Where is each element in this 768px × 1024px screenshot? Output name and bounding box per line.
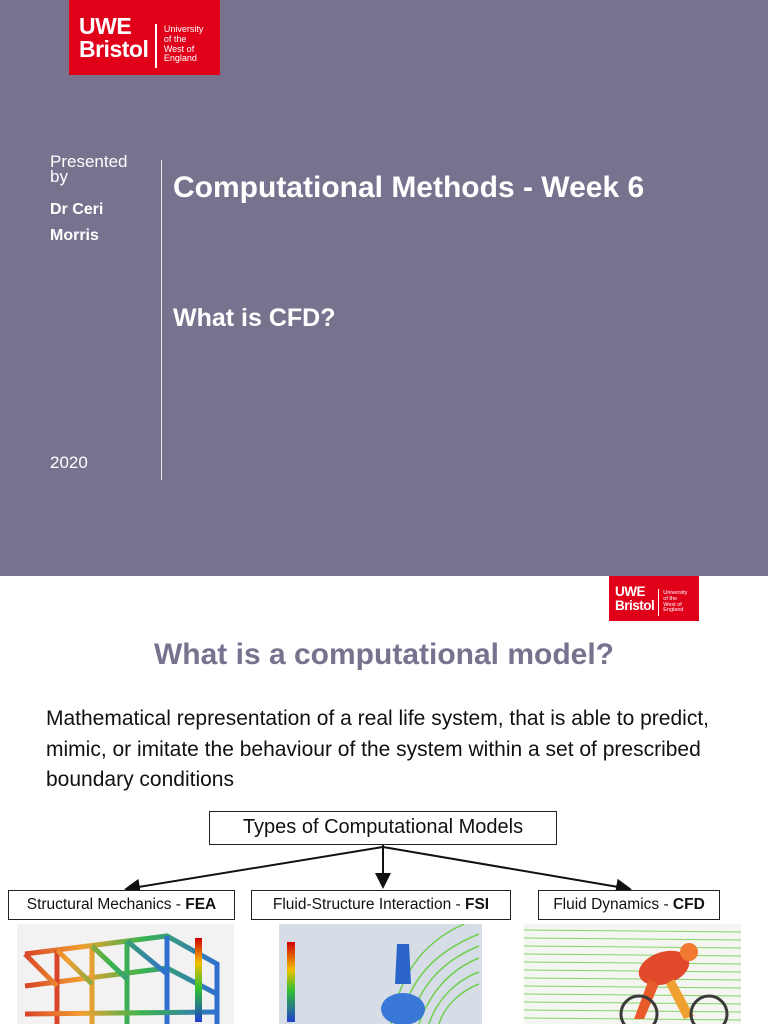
slide-title: Computational Methods - Week 6 xyxy=(173,171,645,204)
logo-university-name: University of the West of England xyxy=(663,589,688,614)
logo-wordmark: UWE Bristol xyxy=(79,12,149,62)
fea-truss-bridge-image xyxy=(17,924,234,1024)
diagram-box-fea xyxy=(8,890,235,920)
fsi-flow-image xyxy=(279,924,482,1024)
logo-wordmark: UWE Bristol xyxy=(615,584,655,613)
diagram-box-fsi xyxy=(251,890,511,920)
presenter-name: Dr Ceri Morris xyxy=(50,201,104,244)
definition-text: Mathematical representation of a real life system, that is able to predict, mimic, or imitate the behaviour of the system within a set of prescribed boundary conditions xyxy=(46,707,709,791)
title-divider xyxy=(161,160,162,480)
slide-subtitle: What is CFD? xyxy=(173,304,336,332)
connector-right xyxy=(383,847,630,889)
logo-divider xyxy=(155,24,157,68)
box-abbr: FEA xyxy=(185,896,217,913)
box-abbr: FSI xyxy=(464,896,490,913)
cfd-cyclist-image xyxy=(524,924,741,1024)
box-label: Structural Mechanics - xyxy=(26,896,186,913)
presentation-year: 2020 xyxy=(50,453,88,472)
diagram-box-cfd xyxy=(538,890,720,920)
box-label: Fluid-Structure Interaction - xyxy=(272,896,465,913)
box-label: Fluid Dynamics - xyxy=(553,896,673,913)
content-slide xyxy=(0,576,768,1024)
connector-left xyxy=(126,847,383,889)
content-heading: What is a computational model? xyxy=(153,638,615,671)
diagram-root-box: Types of Computational Models xyxy=(209,811,557,845)
presented-by-label: Presented by xyxy=(50,152,128,186)
box-abbr: CFD xyxy=(672,896,705,913)
uwe-bristol-logo xyxy=(69,0,220,75)
logo-university-name: University of the West of England xyxy=(163,24,204,64)
